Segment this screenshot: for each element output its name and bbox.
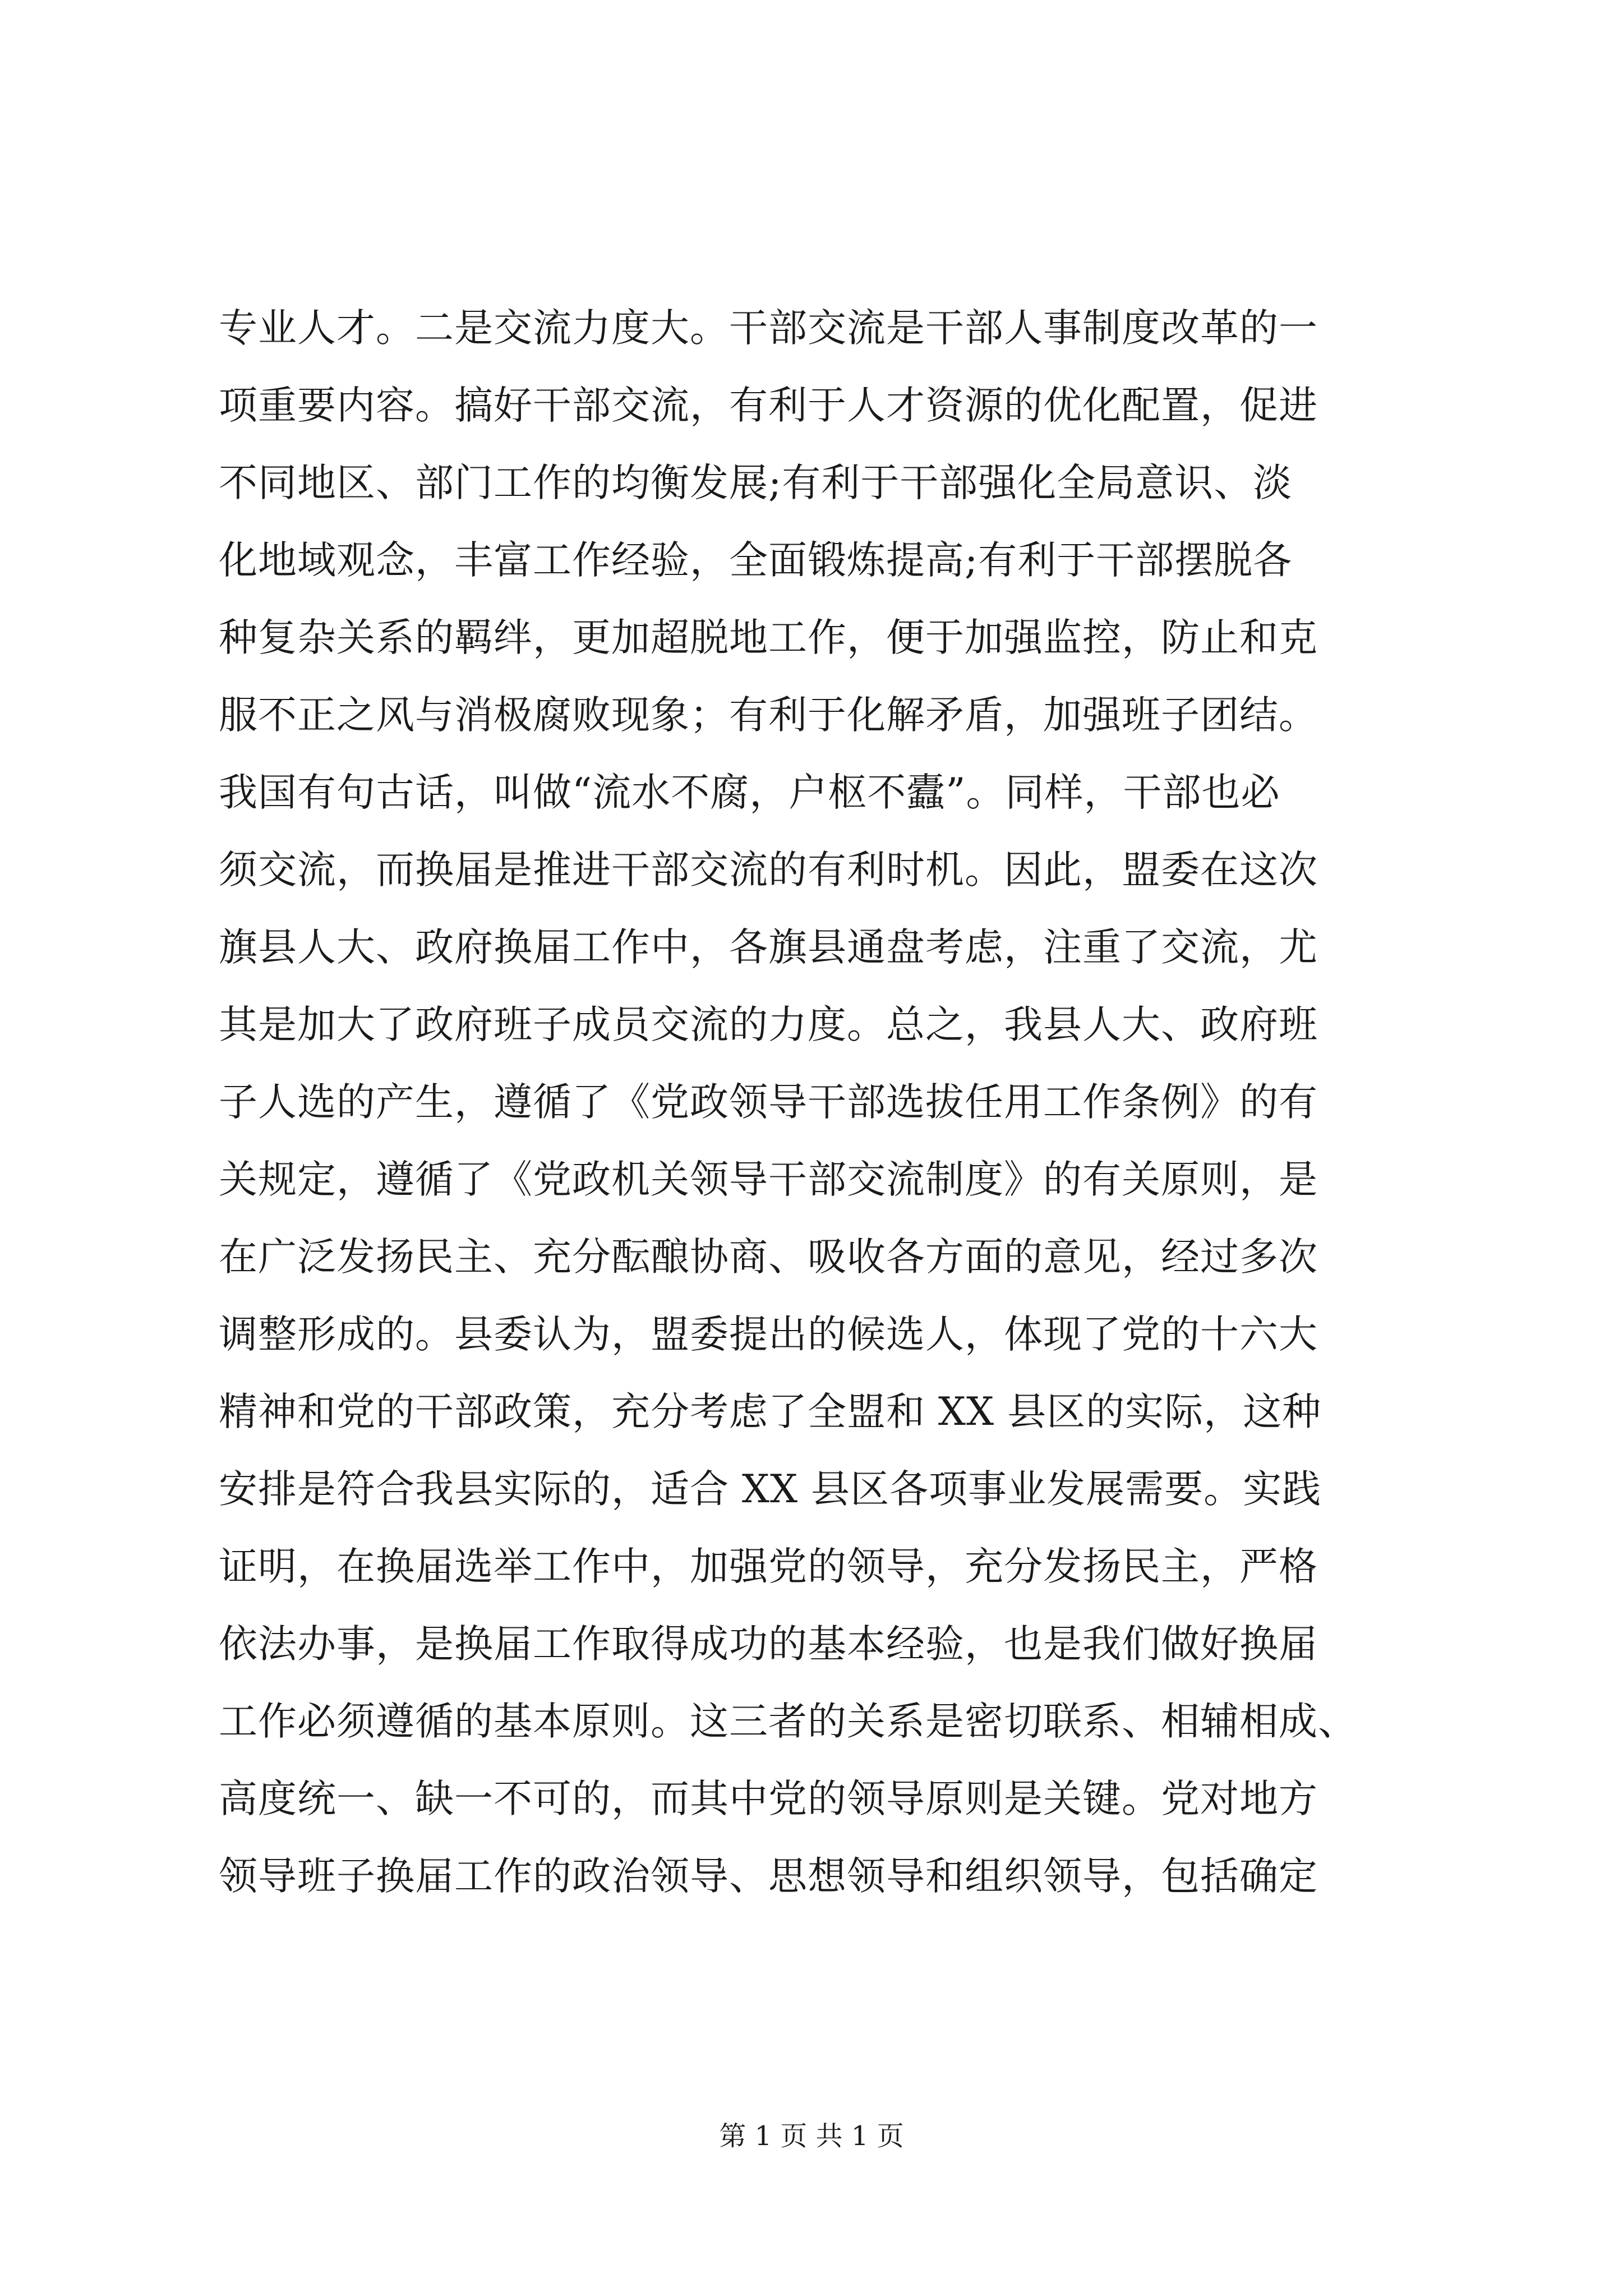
text-line: 在广泛发扬民主、充分酝酿协商、吸收各方面的意见，经过多次 bbox=[219, 1235, 1318, 1280]
text-line: 项重要内容。搞好干部交流，有利于人才资源的优化配置，促进 bbox=[219, 383, 1318, 428]
text-line: 化地域观念，丰富工作经验，全面锻炼提高;有利于干部摆脱各 bbox=[219, 538, 1293, 583]
text-line: 我国有句古话，叫做“流水不腐，户枢不蠹”。同样，干部也必 bbox=[219, 770, 1280, 815]
page-number-footer: 第 1 页 共 1 页 bbox=[719, 2120, 904, 2152]
text-line: 服不正之风与消极腐败现象；有利于化解矛盾，加强班子团结。 bbox=[219, 693, 1318, 738]
text-line: 须交流，而换届是推进干部交流的有利时机。因此，盟委在这次 bbox=[219, 848, 1318, 892]
text-line: 关规定，遵循了《党政机关领导干部交流制度》的有关原则，是 bbox=[219, 1157, 1318, 1202]
text-line: 专业人才。二是交流力度大。干部交流是干部人事制度改革的一 bbox=[219, 306, 1318, 351]
text-line: 高度统一、缺一不可的，而其中党的领导原则是关键。党对地方 bbox=[219, 1777, 1318, 1821]
text-line: 种复杂关系的羁绊，更加超脱地工作，便于加强监控，防止和克 bbox=[219, 615, 1318, 660]
text-line: 调整形成的。县委认为，盟委提出的候选人，体现了党的十六大 bbox=[219, 1312, 1318, 1357]
text-line: 工作必须遵循的基本原则。这三者的关系是密切联系、相辅相成、 bbox=[219, 1699, 1357, 1744]
text-line: 其是加大了政府班子成员交流的力度。总之，我县人大、政府班 bbox=[219, 1002, 1318, 1047]
text-line: 依法办事，是换届工作取得成功的基本经验，也是我们做好换届 bbox=[219, 1622, 1318, 1667]
text-line: 安排是符合我县实际的，适合 XX 县区各项事业发展需要。实践 bbox=[219, 1467, 1322, 1512]
text-line: 不同地区、部门工作的均衡发展;有利于干部强化全局意识、淡 bbox=[219, 461, 1293, 505]
body-text bbox=[219, 303, 1419, 1929]
text-line: 精神和党的干部政策，充分考虑了全盟和 XX 县区的实际，这种 bbox=[219, 1389, 1322, 1434]
text-line: 子人选的产生，遵循了《党政领导干部选拔任用工作条例》的有 bbox=[219, 1080, 1318, 1125]
text-line: 证明，在换届选举工作中，加强党的领导，充分发扬民主，严格 bbox=[219, 1544, 1318, 1589]
text-line: 旗县人大、政府换届工作中，各旗县通盘考虑，注重了交流，尤 bbox=[219, 925, 1318, 970]
text-line: 领导班子换届工作的政治领导、思想领导和组织领导，包括确定 bbox=[219, 1854, 1318, 1899]
